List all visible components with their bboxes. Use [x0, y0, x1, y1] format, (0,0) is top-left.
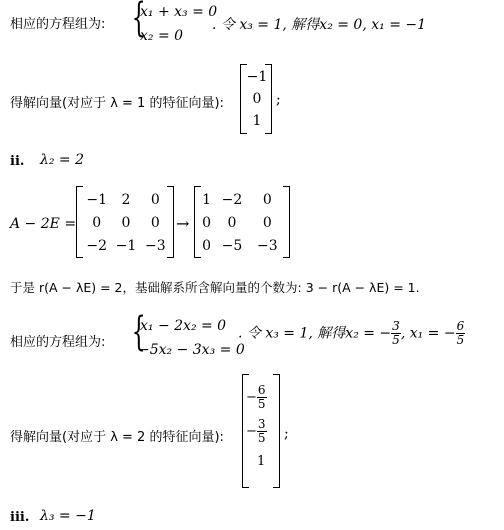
matrix-cell: −1 — [115, 237, 137, 254]
eq-label-1: 相应的方程组为: — [10, 17, 106, 32]
equation-2a: x₁ − 2x₂ = 0 — [140, 318, 227, 334]
fraction-numerator: 6 — [257, 383, 266, 397]
left-brace: { — [131, 309, 146, 355]
fraction — [391, 320, 401, 347]
matrix-cell: 2 — [121, 191, 131, 208]
matrix-cell: 0 — [202, 214, 212, 231]
matrix-cell: −3 — [145, 237, 166, 254]
matrix-cell: −2 — [86, 237, 107, 254]
fraction-denominator: 5 — [257, 397, 266, 411]
fraction-denominator: 5 — [257, 431, 266, 445]
part-iii-number: iii. — [10, 510, 30, 525]
left-brace: { — [131, 0, 146, 41]
matrix-cell: −3 — [256, 237, 278, 254]
fraction-numerator: 3 — [392, 319, 400, 333]
equation-2b: −5x₂ − 3x₃ = 0 — [138, 342, 245, 358]
eigenvector-2 — [242, 374, 280, 488]
arrow: → — [176, 214, 190, 233]
vec1-entry: 1 — [252, 113, 262, 129]
matrix-cell: 0 — [150, 214, 160, 231]
fraction-denominator: 5 — [392, 333, 400, 347]
matrix-cell: 0 — [262, 214, 272, 231]
fraction — [456, 320, 466, 347]
semicolon-1: ; — [276, 92, 281, 108]
vector-label-1: 得解向量(对应于 λ = 1 的特征向量): — [10, 96, 224, 111]
fraction-numerator: 6 — [456, 319, 465, 333]
vec2-entry — [246, 418, 267, 445]
matrix-cell: 0 — [121, 214, 131, 231]
vector-label-2: 得解向量(对应于 λ = 2 的特征向量): — [10, 430, 224, 445]
matrix-cell: 0 — [227, 214, 237, 231]
rank-statement: 于是 r(A − λE) = 2，基础解系所含解向量的个数为: 3 − r(A − λE) = 1. — [10, 280, 420, 295]
matrix-A — [76, 186, 174, 258]
matrix-cell: 1 — [202, 191, 212, 208]
matrix-cell: −5 — [221, 237, 243, 254]
part-ii-number: ii. — [10, 154, 25, 169]
solution-2 — [238, 320, 465, 347]
matrix-cell: 0 — [202, 237, 212, 254]
matrix-cell: −2 — [221, 191, 243, 208]
vec1-entry: −1 — [246, 69, 268, 85]
matrix-cell: −1 — [86, 191, 107, 208]
fraction-denominator: 5 — [456, 333, 465, 347]
matrix-cell: 0 — [150, 191, 160, 208]
eigenvector-1 — [240, 64, 272, 134]
solution-1: . 令 x₃ = 1, 解得x₂ = 0, x₁ = −1 — [212, 17, 427, 33]
vec1-entry: 0 — [252, 91, 262, 107]
equation-1a: x₁ + x₃ = 0 — [140, 4, 218, 20]
matrix-lhs: A − 2E = — [10, 216, 77, 232]
matrix-B — [194, 186, 290, 258]
equation-1b: x₂ = 0 — [140, 28, 184, 44]
sign: − — [246, 424, 257, 439]
sign: − — [246, 390, 257, 405]
matrix-cell: 0 — [262, 191, 272, 208]
vec2-entry — [246, 384, 267, 411]
matrix-cell: 0 — [92, 214, 102, 231]
fraction-numerator: 3 — [257, 417, 266, 431]
fraction — [257, 418, 267, 445]
lambda-2: λ₂ = 2 — [40, 152, 85, 168]
fraction — [257, 384, 267, 411]
vec2-entry: 1 — [257, 454, 266, 469]
semicolon-2: ; — [284, 426, 289, 442]
solution-2-text: , x₁ = − — [400, 325, 456, 342]
solution-2-text: . 令 x₃ = 1, 解得x₂ = − — [238, 325, 392, 342]
eq-label-2: 相应的方程组为: — [10, 335, 106, 350]
lambda-3: λ₃ = −1 — [40, 508, 96, 524]
